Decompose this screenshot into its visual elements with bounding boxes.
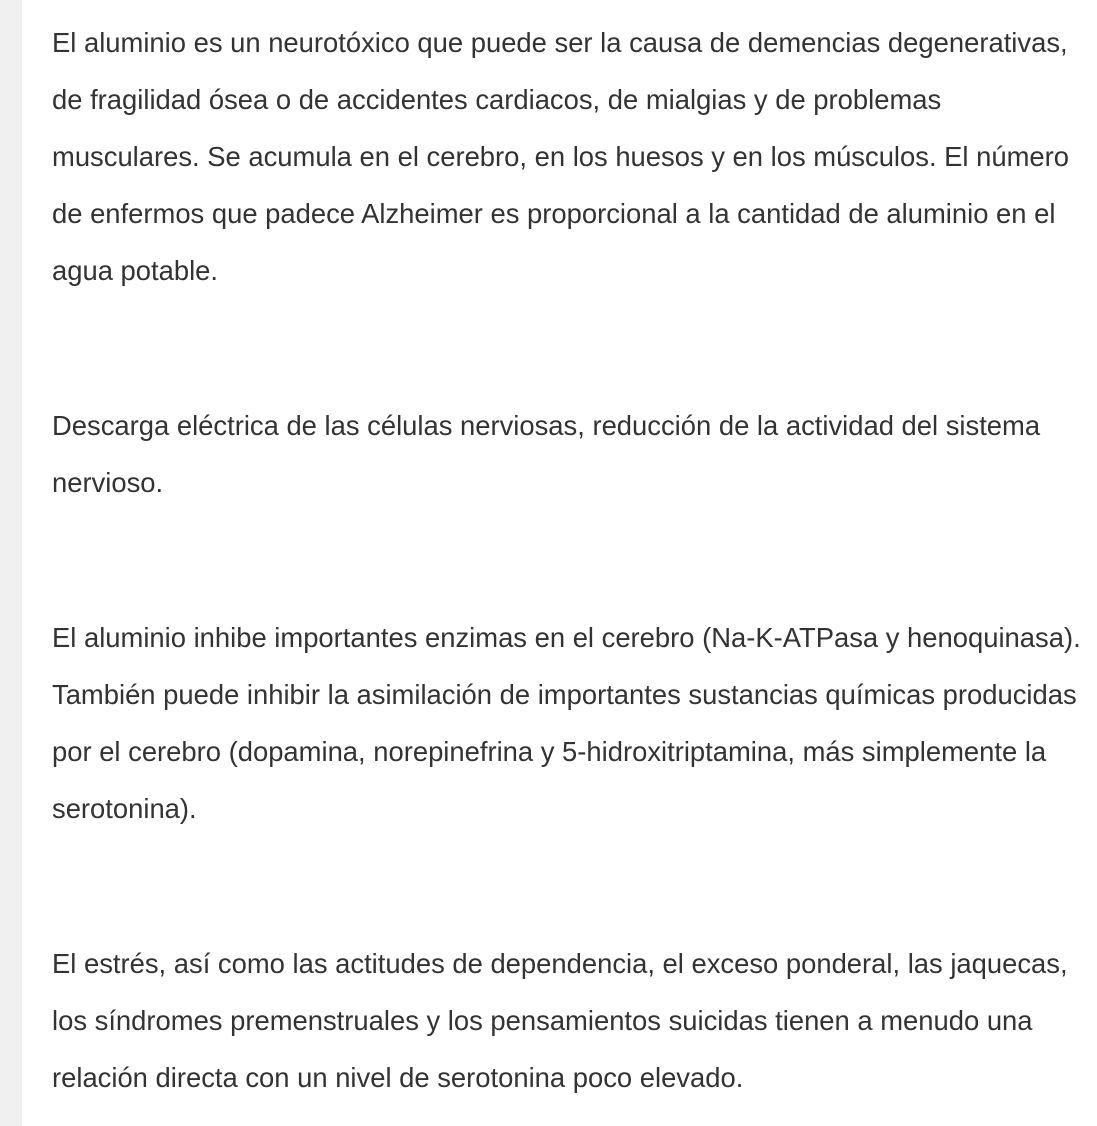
article-body <box>52 14 1082 1106</box>
paragraph-descarga-electrica: Descarga eléctrica de las células nerviosas, reducción de la actividad del sistema nervioso. <box>52 410 1041 498</box>
paragraph-aluminio-neurotoxico: El aluminio es un neurotóxico que puede ser la causa de demencias degenerativas, de fragilidad ósea o de accidentes cardiacos, de mialgias y de problemas musculares. Se acumula en el cerebro, en los huesos y en los músculos. El número de enfermos que padece Alzheimer es proporcional a la cantidad de aluminio en el agua potable. <box>52 27 1069 286</box>
paragraph-inhibicion-enzimas: El aluminio inhibe importantes enzimas en el cerebro (Na-K-ATPasa y henoquinasa). También puede inhibir la asimilación de importantes sustancias químicas producidas por el cerebro (dopamina, norepinefrina y 5-hidroxitriptamina, más simplemente la serotonina). <box>52 622 1081 824</box>
paragraph-estres-serotonina: El estrés, así como las actitudes de dependencia, el exceso ponderal, las jaquecas, los síndromes premenstruales y los pensamientos suicidas tienen a menudo una relación directa con un nivel de serotonina poco elevado. <box>52 948 1068 1093</box>
left-margin-bar <box>0 0 22 1126</box>
